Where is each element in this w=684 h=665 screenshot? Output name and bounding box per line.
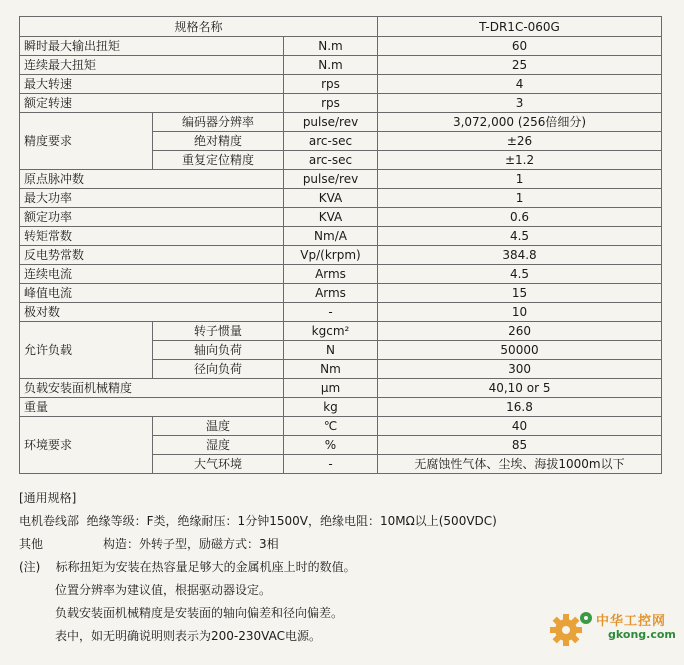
- value-cell: 无腐蚀性气体、尘埃、海拔1000m以下: [378, 455, 662, 474]
- insulation-line: [19, 510, 579, 533]
- unit-cell: μm: [284, 379, 378, 398]
- header-model: T-DR1C-060G: [378, 17, 662, 37]
- unit-cell: -: [284, 455, 378, 474]
- param-name: 连续最大扭矩: [20, 56, 284, 75]
- unit-cell: pulse/rev: [284, 170, 378, 189]
- param-name: 负载安装面机械精度: [20, 379, 284, 398]
- unit-cell: Nm/A: [284, 227, 378, 246]
- value-cell: 4: [378, 75, 662, 94]
- param-name: 瞬时最大输出扭矩: [20, 37, 284, 56]
- remark-text: 标称扭矩为安装在热容量足够大的金属机座上时的数值。: [55, 560, 356, 574]
- value-cell: 0.6: [378, 208, 662, 227]
- table-header-row: [20, 17, 662, 37]
- unit-cell: %: [284, 436, 378, 455]
- value-cell: 85: [378, 436, 662, 455]
- unit-cell: ℃: [284, 417, 378, 436]
- param-name: 额定转速: [20, 94, 284, 113]
- unit-cell: -: [284, 303, 378, 322]
- param-name: 编码器分辨率: [153, 113, 284, 132]
- table-row: [20, 208, 662, 227]
- unit-cell: Arms: [284, 265, 378, 284]
- value-cell: 384.8: [378, 246, 662, 265]
- header-spec-name: 规格名称: [20, 17, 378, 37]
- unit-cell: N: [284, 341, 378, 360]
- unit-cell: kg: [284, 398, 378, 417]
- group-label: 允许负载: [20, 322, 153, 379]
- unit-cell: arc-sec: [284, 132, 378, 151]
- value-cell: 15: [378, 284, 662, 303]
- table-row: [20, 303, 662, 322]
- table-row: [20, 113, 662, 132]
- unit-cell: N.m: [284, 37, 378, 56]
- other-label: 其他: [19, 537, 44, 551]
- value-cell: 40: [378, 417, 662, 436]
- param-name: 转矩常数: [20, 227, 284, 246]
- param-name: 最大功率: [20, 189, 284, 208]
- value-cell: 16.8: [378, 398, 662, 417]
- table-row: [20, 417, 662, 436]
- unit-cell: Arms: [284, 284, 378, 303]
- param-name: 反电势常数: [20, 246, 284, 265]
- notes-section: [19, 487, 579, 648]
- group-label: 环境要求: [20, 417, 153, 474]
- group-label: 精度要求: [20, 113, 153, 170]
- value-cell: 1: [378, 189, 662, 208]
- table-row: [20, 170, 662, 189]
- param-name: 重复定位精度: [153, 151, 284, 170]
- table-row: [20, 94, 662, 113]
- table-row: [20, 37, 662, 56]
- param-name: 最大转速: [20, 75, 284, 94]
- unit-cell: arc-sec: [284, 151, 378, 170]
- param-name: 大气环境: [153, 455, 284, 474]
- unit-cell: Vp/(krpm): [284, 246, 378, 265]
- value-cell: 3,072,000 (256倍细分): [378, 113, 662, 132]
- remarks-label: (注): [19, 560, 41, 574]
- param-name: 湿度: [153, 436, 284, 455]
- param-name: 轴向负荷: [153, 341, 284, 360]
- value-cell: 40,10 or 5: [378, 379, 662, 398]
- unit-cell: pulse/rev: [284, 113, 378, 132]
- unit-cell: Nm: [284, 360, 378, 379]
- watermark-url: gkong.com: [608, 628, 676, 641]
- insulation-label: 电机卷线部: [19, 514, 80, 528]
- other-line: [19, 533, 579, 556]
- remark-line-3: [19, 602, 579, 625]
- remark-line-4: [19, 625, 579, 648]
- value-cell: 10: [378, 303, 662, 322]
- table-row: [20, 398, 662, 417]
- insulation-text: 绝缘等级：F类，绝缘耐压：1分钟1500V，绝缘电阻：10MΩ以上(500VDC): [86, 514, 497, 528]
- watermark-cn: 中华工控网: [596, 614, 667, 629]
- table-row: [20, 379, 662, 398]
- watermark-logo: [548, 604, 678, 654]
- gear-icon: [548, 604, 598, 654]
- remark-text: 负载安装面机械精度是安装面的轴向偏差和径向偏差。: [55, 606, 344, 620]
- value-cell: ±26: [378, 132, 662, 151]
- param-name: 转子惯量: [153, 322, 284, 341]
- unit-cell: rps: [284, 75, 378, 94]
- table-row: [20, 246, 662, 265]
- table-row: [20, 75, 662, 94]
- table-row: [20, 322, 662, 341]
- param-name: 温度: [153, 417, 284, 436]
- param-name: 径向负荷: [153, 360, 284, 379]
- remark-text: 位置分辨率为建议值，根据驱动器设定。: [55, 583, 272, 597]
- table-row: [20, 227, 662, 246]
- remark-text: 表中，如无明确说明则表示为200-230VAC电源。: [55, 629, 321, 643]
- table-row: [20, 189, 662, 208]
- value-cell: 260: [378, 322, 662, 341]
- value-cell: 4.5: [378, 227, 662, 246]
- value-cell: 4.5: [378, 265, 662, 284]
- value-cell: 3: [378, 94, 662, 113]
- param-name: 原点脉冲数: [20, 170, 284, 189]
- spec-table: [19, 16, 662, 474]
- param-name: 峰值电流: [20, 284, 284, 303]
- table-row: [20, 56, 662, 75]
- unit-cell: KVA: [284, 189, 378, 208]
- table-row: [20, 284, 662, 303]
- remark-line-1: [19, 556, 579, 579]
- param-name: 重量: [20, 398, 284, 417]
- remark-line-2: [19, 579, 579, 602]
- value-cell: 1: [378, 170, 662, 189]
- param-name: 额定功率: [20, 208, 284, 227]
- unit-cell: N.m: [284, 56, 378, 75]
- param-name: 连续电流: [20, 265, 284, 284]
- other-text: 构造：外转子型，励磁方式：3相: [103, 537, 279, 551]
- param-name: 绝对精度: [153, 132, 284, 151]
- value-cell: 60: [378, 37, 662, 56]
- value-cell: 300: [378, 360, 662, 379]
- unit-cell: rps: [284, 94, 378, 113]
- value-cell: ±1.2: [378, 151, 662, 170]
- general-spec-title: [通用规格]: [19, 491, 77, 505]
- value-cell: 25: [378, 56, 662, 75]
- unit-cell: KVA: [284, 208, 378, 227]
- table-row: [20, 265, 662, 284]
- unit-cell: kgcm²: [284, 322, 378, 341]
- param-name: 极对数: [20, 303, 284, 322]
- value-cell: 50000: [378, 341, 662, 360]
